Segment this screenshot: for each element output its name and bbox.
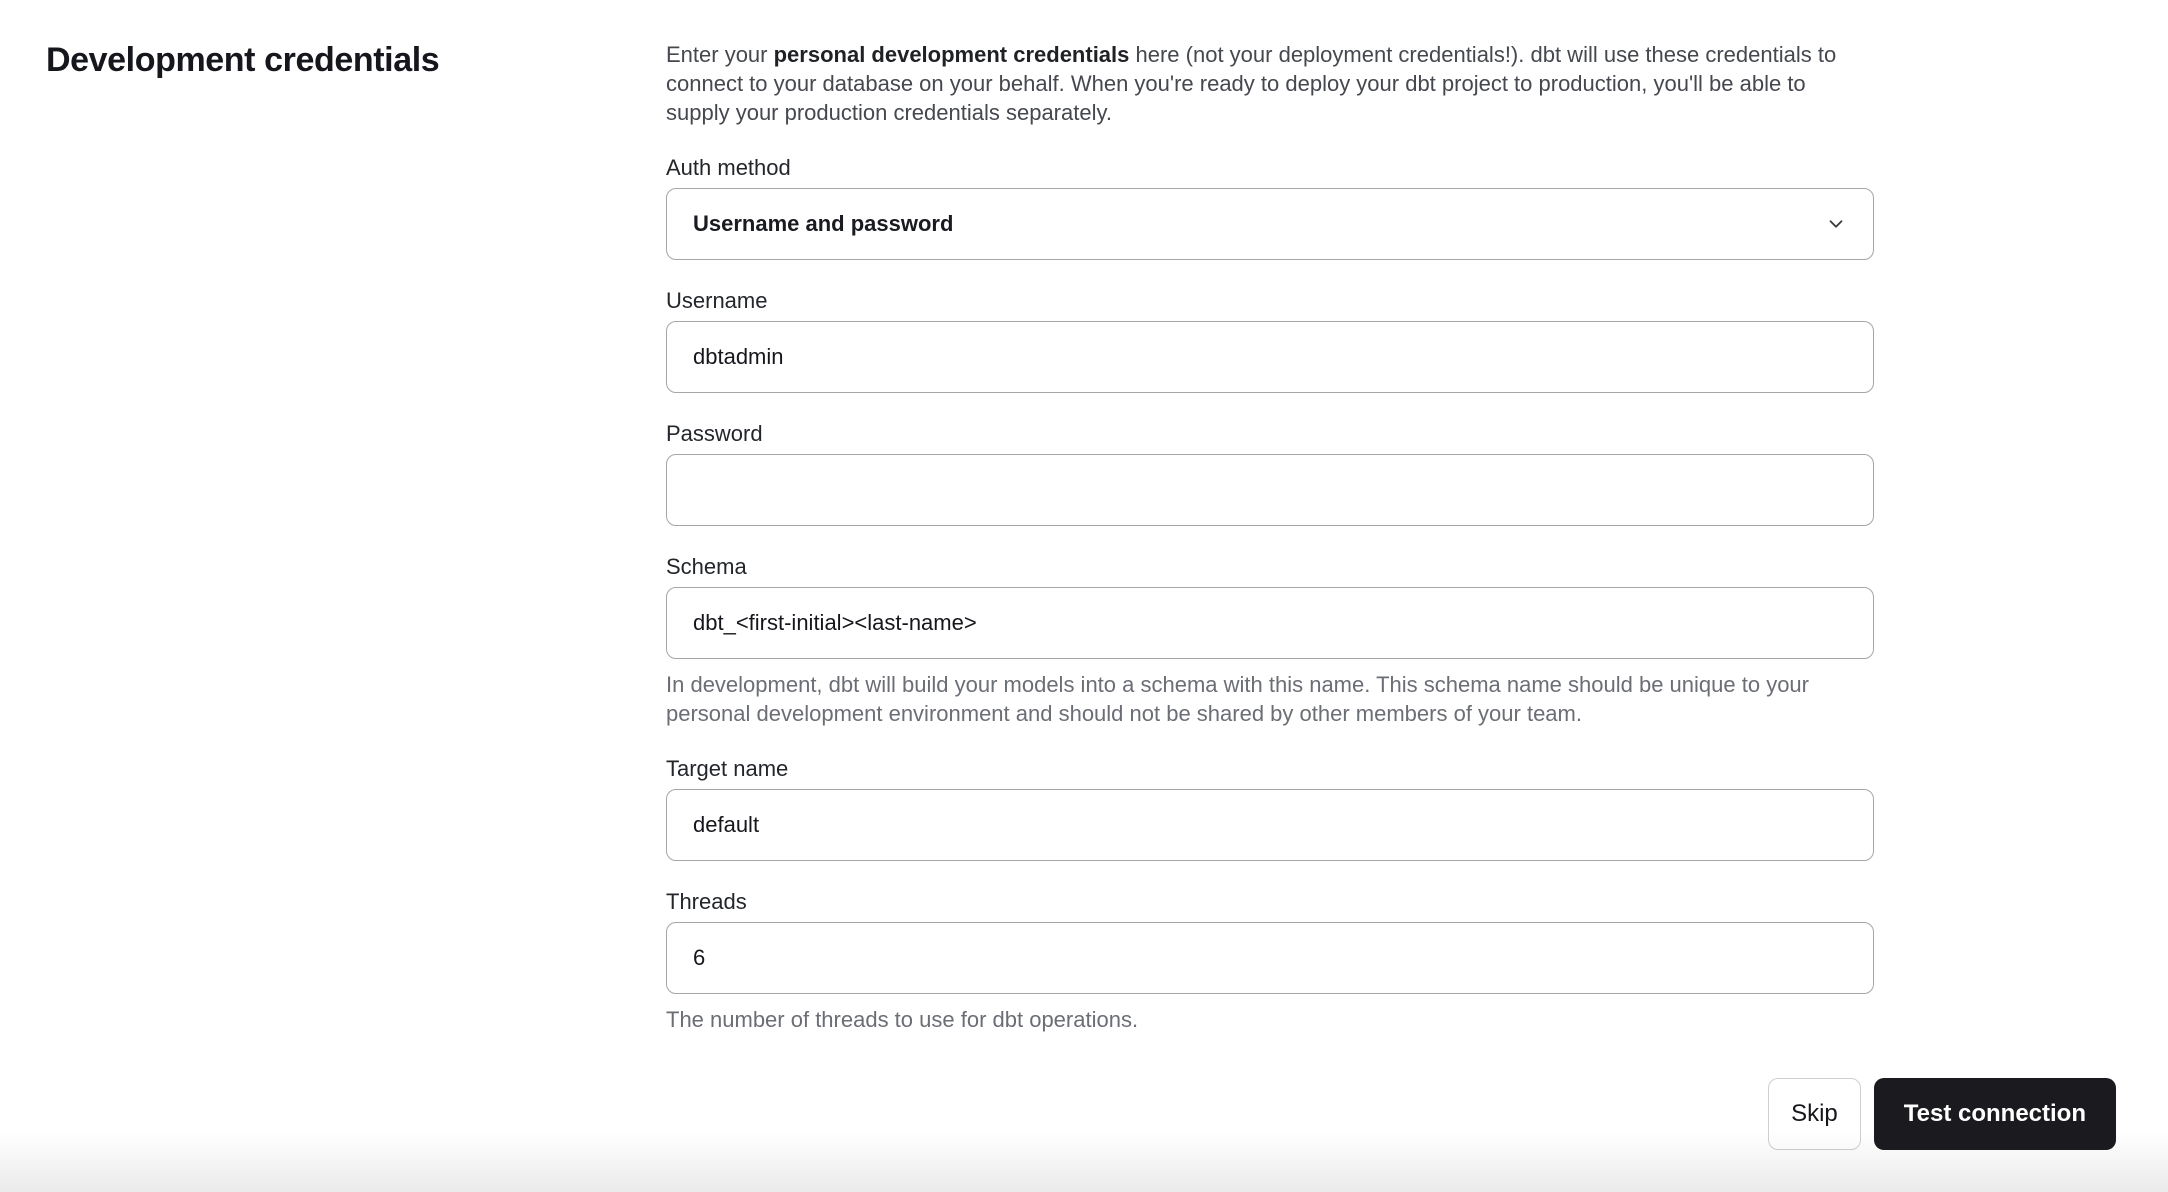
credentials-form <box>666 40 1874 1034</box>
schema-help-text: In development, dbt will build your models into a schema with this name. This schema name should be unique to your personal development environment and should not be shared by other members of your team. <box>666 672 1809 726</box>
skip-button[interactable]: Skip <box>1768 1078 1861 1150</box>
threads-help-text: The number of threads to use for dbt operations. <box>666 1007 1139 1032</box>
section-title-column <box>0 40 666 80</box>
password-label: Password <box>666 421 763 446</box>
auth-method-select[interactable] <box>666 188 1874 260</box>
chevron-down-icon <box>1825 213 1847 235</box>
username-input[interactable] <box>666 321 1874 393</box>
field-username <box>666 288 1874 393</box>
password-input[interactable] <box>666 454 1874 526</box>
target-name-label: Target name <box>666 756 789 781</box>
field-threads <box>666 889 1874 1034</box>
auth-method-label: Auth method <box>666 155 791 180</box>
form-actions <box>0 1078 2168 1150</box>
target-name-input[interactable] <box>666 789 1874 861</box>
field-password <box>666 421 1874 526</box>
field-auth-method <box>666 155 1874 260</box>
username-label: Username <box>666 288 768 313</box>
field-schema <box>666 554 1874 728</box>
intro-text-pre: Enter your <box>666 42 774 67</box>
field-target-name <box>666 756 1874 861</box>
threads-input[interactable] <box>666 922 1874 994</box>
schema-label: Schema <box>666 554 747 579</box>
test-connection-button[interactable]: Test connection <box>1874 1078 2116 1150</box>
page-title: Development credentials <box>46 41 440 79</box>
intro-text-post: here (not your deployment credentials!). dbt will use these credentials to connect to your database on your behalf. When you're ready to deploy your dbt project to production, you'll be able to supply your production credentials separately. <box>666 42 1837 125</box>
threads-label: Threads <box>666 889 747 914</box>
schema-input[interactable] <box>666 587 1874 659</box>
auth-method-selected-value: Username and password <box>693 211 954 236</box>
intro-paragraph <box>666 40 1874 127</box>
intro-text-bold: personal development credentials <box>773 42 1130 67</box>
